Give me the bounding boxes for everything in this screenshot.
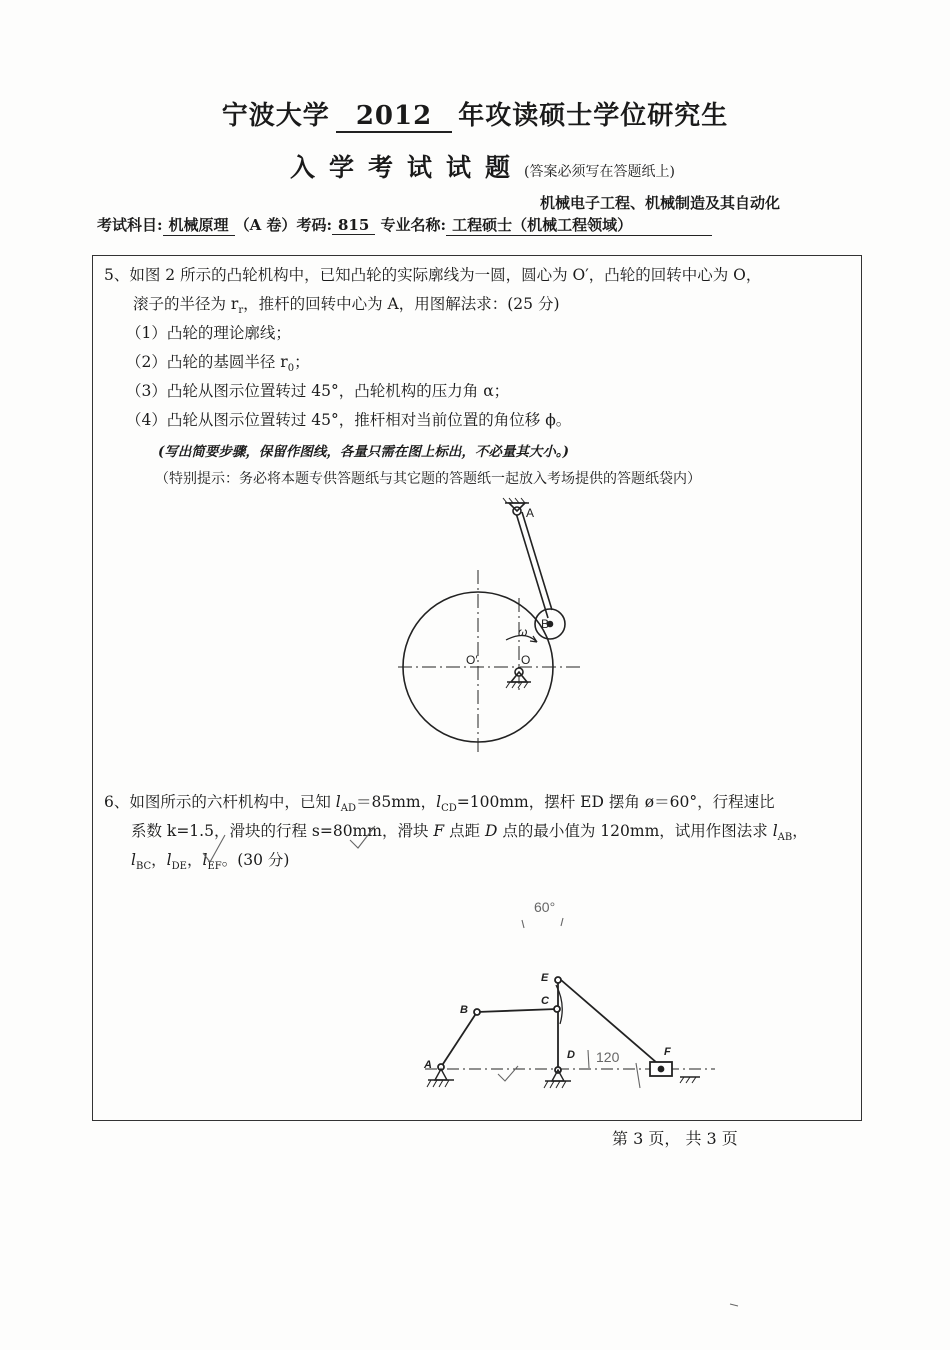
six-bar-linkage-figure <box>425 977 715 1088</box>
q5-hint: (写出简要步骤，保留作图线，各量只需在图上标出，不必量其大小。) <box>158 444 570 460</box>
linkage-label-C: C <box>541 995 549 1007</box>
q5-item4: （4）凸轮从图示位置转过 45°，推杆相对当前位置的角位移 ϕ。 <box>126 411 572 429</box>
q6-line2: 系数 k=1.5，滑块的行程 s=80mm，滑块 F 点距 D 点的最小值为 120mm，试用作图法求 $l_{AB}$， <box>131 822 808 844</box>
subject-info-line: 考试科目: 机械原理 （A 卷）考码: 815 专业名称: 工程硕士（机械工程领域） <box>97 214 712 236</box>
q6-line3: $l_{BC}$，$l_{DE}$，$l_{EF}$。(30 分) <box>131 851 290 873</box>
linkage-label-F: F <box>664 1046 671 1058</box>
exam-note: (答案必须写在答题纸上) <box>524 164 675 180</box>
exam-title: 宁波大学 2012 年攻读硕士学位研究生 <box>221 101 729 131</box>
linkage-label-A: A <box>424 1059 432 1071</box>
major-line1: 机械电子工程、机械制造及其自动化 <box>540 194 781 212</box>
handwritten-length: 120 <box>596 1049 620 1065</box>
cam-label-O: O <box>521 653 531 667</box>
exam-code: 815 <box>332 216 375 235</box>
linkage-label-B: B <box>460 1004 468 1016</box>
handwritten-angle: 60° <box>534 899 556 915</box>
cam-label-A: A <box>526 506 535 520</box>
swing-arc <box>556 985 562 1024</box>
q5-special-note: （特别提示：务必将本题专供答题纸与其它题的答题纸一起放入考场提供的答题纸袋内） <box>155 471 701 487</box>
q6-line1: 6、如图所示的六杆机构中，已知 $l_{AD}=85mm$，$l_{CD}=100mm$，摆杆 ED 摆角 ø＝60°，行程速比 <box>104 793 775 815</box>
major-name: 工程硕士（机械工程领域） <box>446 214 712 236</box>
exam-subtitle: 入学考试试题(答案必须写在答题纸上) <box>290 153 675 182</box>
cam-label-B: B <box>541 617 550 631</box>
page-footer: 第 3 页， 共 3 页 <box>612 1129 738 1148</box>
cam-label-O-prime: O′ <box>466 653 478 667</box>
cam-mechanism-figure <box>398 498 580 752</box>
q5-item3: （3）凸轮从图示位置转过 45°，凸轮机构的压力角 α； <box>126 382 510 400</box>
subject-name: 机械原理 <box>163 214 235 236</box>
linkage-label-D: D <box>567 1049 575 1061</box>
link-BC <box>477 1009 557 1012</box>
follower-rod <box>516 513 548 618</box>
cam-label-omega: ω <box>518 625 528 639</box>
q5-item1: （1）凸轮的理论廓线； <box>126 324 291 342</box>
exam-year: 2012 <box>336 101 452 133</box>
q5-item2: （2）凸轮的基圆半径 $r_0$； <box>126 353 310 375</box>
q5-line1: 5、如图 2 所示的凸轮机构中，已知凸轮的实际廓线为一圆，圆心为 O′，凸轮的回转中心为 O， <box>104 266 762 284</box>
link-AB <box>441 1012 477 1067</box>
q5-line2: 滚子的半径为 $r_r$，推杆的回转中心为 A，用图解法求：(25 分) <box>133 295 560 317</box>
linkage-label-E: E <box>541 972 549 984</box>
